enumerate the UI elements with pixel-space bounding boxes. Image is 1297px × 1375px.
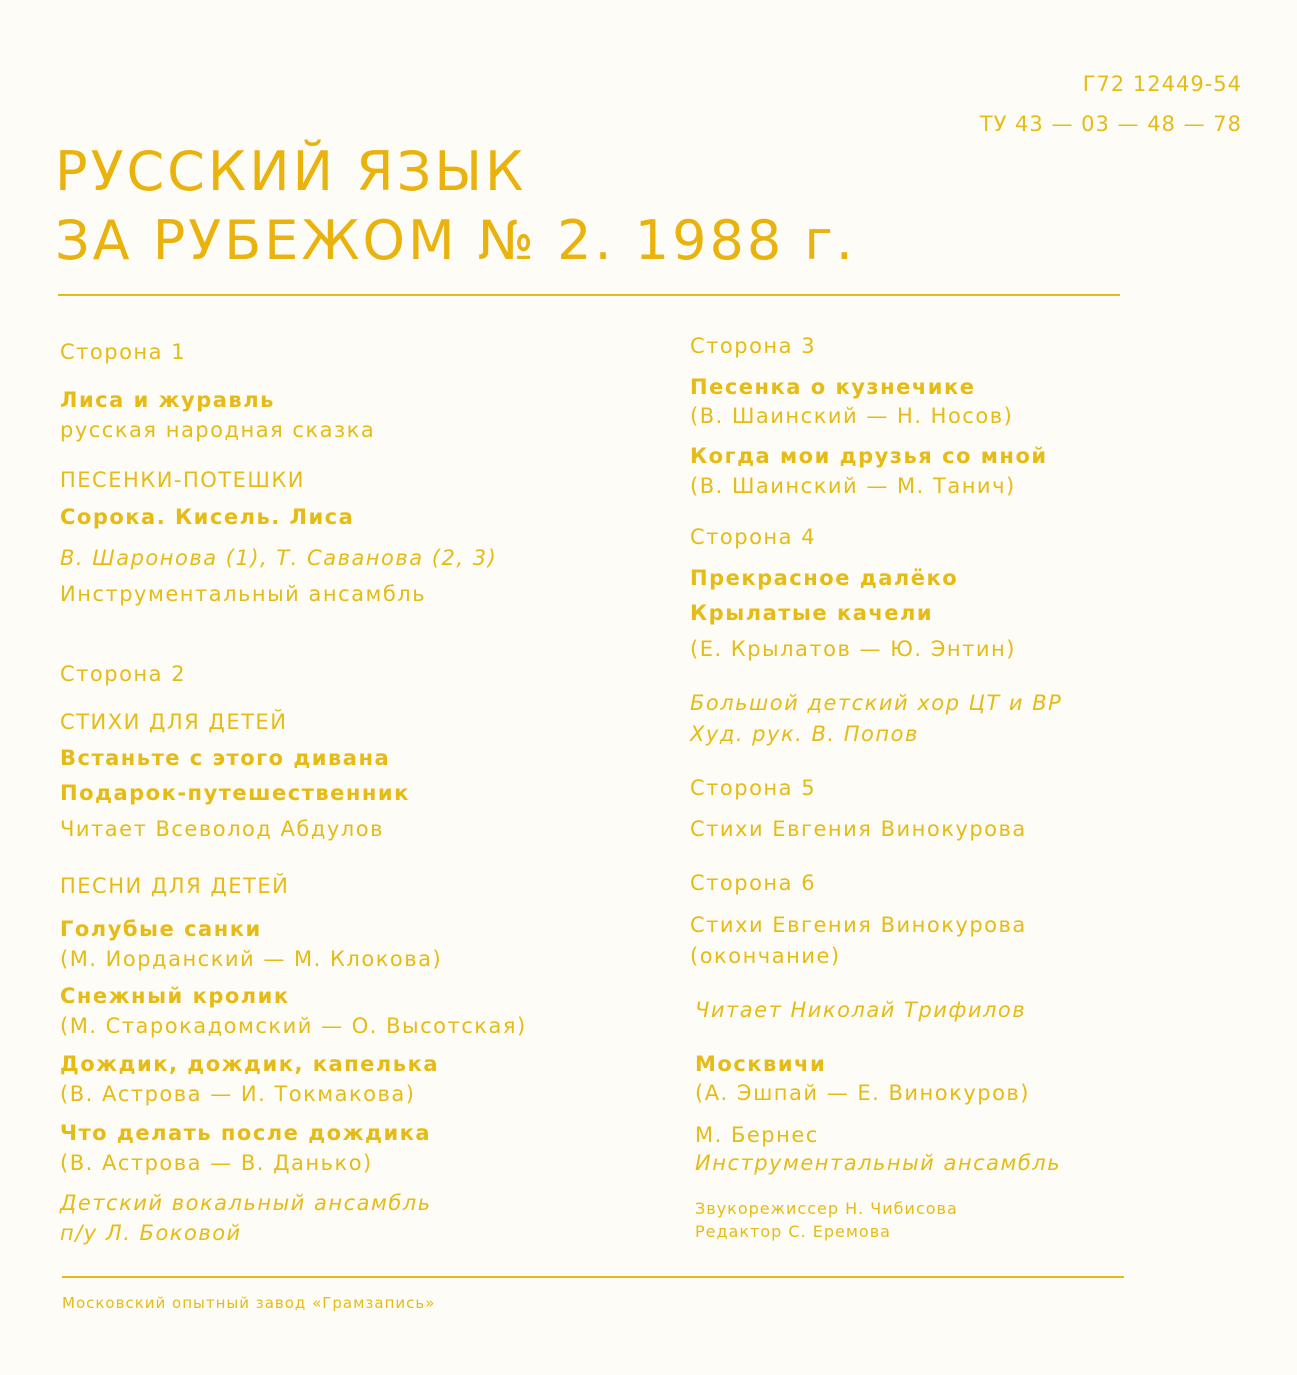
side1-performers: В. Шаронова (1), Т. Саванова (2, 3) [60,546,498,570]
side1-ensemble: Инструментальный ансамбль [60,582,427,606]
side2-poem1: Встаньте с этого дивана [60,746,391,770]
side2-song1-credit: (М. Иорданский — М. Клокова) [60,947,443,971]
editor: Редактор С. Еремова [695,1222,891,1241]
side2-heading: Сторона 2 [60,662,187,686]
page-title-line2: ЗА РУБЕЖОМ № 2. 1988 г. [55,209,856,272]
side6-song-credit: (А. Эшпай — Е. Винокуров) [695,1081,1030,1105]
manufacturer: Московский опытный завод «Грамзапись» [62,1294,436,1312]
tu-code: ТУ 43 — 03 — 48 — 78 [979,112,1242,136]
side4-heading: Сторона 4 [690,525,817,549]
side1-section: ПЕСЕНКИ-ПОТЕШКИ [60,468,305,492]
side3-song2-credit: (В. Шаинский — М. Танич) [690,474,1016,498]
side1-item2-title: Сорока. Кисель. Лиса [60,505,355,529]
side4-song2: Крылатые качели [690,601,934,625]
side2-song3-credit: (В. Астрова — И. Токмакова) [60,1082,416,1106]
side6-heading: Сторона 6 [690,871,817,895]
side4-song1: Прекрасное далёко [690,566,959,590]
side2-song2: Снежный кролик [60,984,290,1008]
side2-song2-credit: (М. Старокадомский — О. Высотская) [60,1014,527,1038]
side1-item1-subtitle: русская народная сказка [60,418,376,442]
side2-section-poems: СТИХИ ДЛЯ ДЕТЕЙ [60,710,288,734]
sound-engineer: Звукорежиссер Н. Чибисова [695,1199,958,1218]
page-title-line1: РУССКИЙ ЯЗЫК [55,140,527,203]
side3-song1: Песенка о кузнечике [690,375,976,399]
side2-song4-credit: (В. Астрова — В. Данько) [60,1151,373,1175]
side2-song4: Что делать после дождика [60,1121,432,1145]
side1-heading: Сторона 1 [60,340,187,364]
side5-heading: Сторона 5 [690,776,817,800]
side3-song1-credit: (В. Шаинский — Н. Носов) [690,404,1014,428]
side4-choir-line2: Худ. рук. В. Попов [690,722,919,746]
top-divider [58,294,1120,296]
bottom-divider [62,1276,1124,1278]
side3-heading: Сторона 3 [690,334,817,358]
side4-credit: (Е. Крылатов — Ю. Энтин) [690,637,1016,661]
side2-song3: Дождик, дождик, капелька [60,1052,440,1076]
side2-song1: Голубые санки [60,917,262,941]
side2-performers-line1: Детский вокальный ансамбль [60,1191,432,1215]
side2-poem2: Подарок-путешественник [60,781,410,805]
side6-song: Москвичи [695,1052,827,1076]
side6-performer: М. Бернес [695,1123,819,1147]
side3-song2: Когда мои друзья со мной [690,444,1048,468]
side6-text-line1: Стихи Евгения Винокурова [690,913,1027,937]
side2-reader: Читает Всеволод Абдулов [60,817,384,841]
side4-choir-line1: Большой детский хор ЦТ и ВР [690,691,1063,715]
catalog-code: Г72 12449-54 [1082,72,1242,96]
side2-performers-line2: п/у Л. Боковой [60,1221,242,1245]
side5-text: Стихи Евгения Винокурова [690,817,1027,841]
side6-reader: Читает Николай Трифилов [695,998,1027,1022]
side6-text-line2: (окончание) [690,944,841,968]
side1-item1-title: Лиса и журавль [60,388,275,412]
side6-ensemble: Инструментальный ансамбль [695,1151,1062,1175]
side2-section-songs: ПЕСНИ ДЛЯ ДЕТЕЙ [60,874,290,898]
